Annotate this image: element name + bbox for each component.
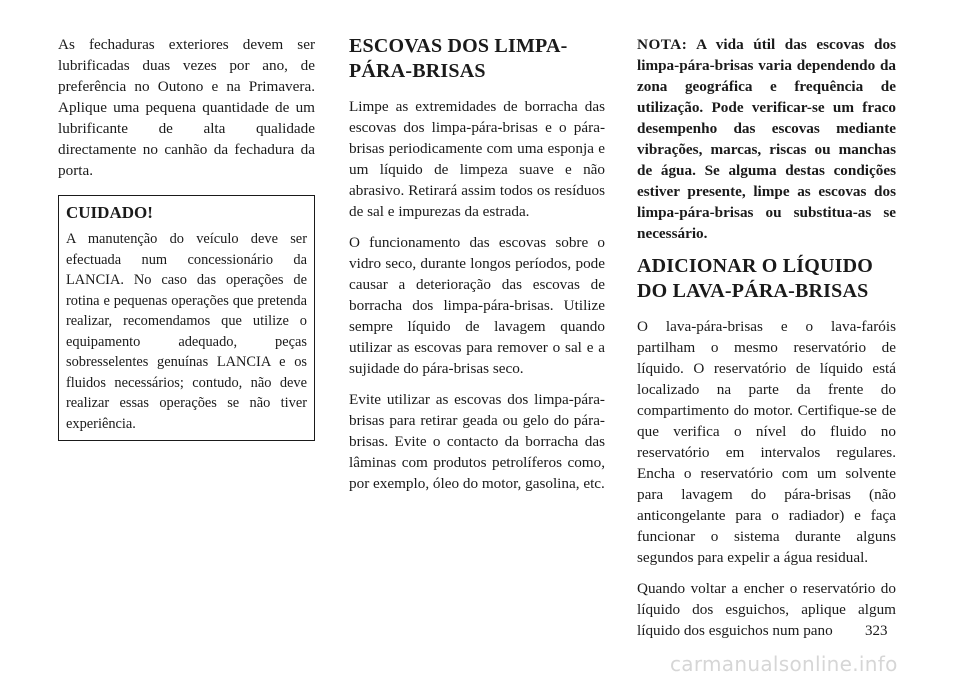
caution-text: A manutenção do veículo deve ser efectuada num concessionário da LANCIA. No caso das operações de rotina e pequenas operações que pretenda realizar, recomendamos que utilize o equipamento adequado, peças sobresselentes genuínas LANCIA e os fluidos necessários; contudo, não deve realizar essas operações se não tiver experiência.	[66, 231, 307, 432]
right-column	[637, 34, 896, 651]
caution-box	[58, 195, 315, 441]
washer-fluid-heading: ADICIONAR O LÍQUIDO DO LAVA-PÁRA-BRISAS	[637, 255, 874, 302]
wiper-dry-operation-paragraph: O funcionamento das escovas sobre o vidro seco, durante longos períodos, pode causar a deterioração das escovas de borracha dos limpa-pára-brisas. Utilize sempre líquido de lavagem quando utilizar as escovas para remover o sal e a sujidade do pára-brisas seco.	[349, 234, 605, 377]
watermark: carmanualsonline.info	[670, 652, 898, 676]
page-number: 323	[865, 623, 888, 639]
washer-refill-paragraph: Quando voltar a encher o reservatório do líquido dos esguichos, aplique algum líquido dos esguichos num pano	[637, 580, 896, 639]
note-text: A vida útil das escovas dos limpa-pára-brisas varia dependendo da zona geográfica e frequência de utilização. Pode verificar-se um fraco desempenho das escovas mediante vibrações, marcas, riscas ou manchas de água. Se alguma destas condições estiver presente, limpe as escovas dos limpa-pára-brisas ou substitua-as se necessário.	[637, 36, 896, 242]
wiper-blades-heading: ESCOVAS DOS LIMPA-PÁRA-BRISAS	[349, 35, 568, 82]
note-label: NOTA:	[637, 36, 688, 53]
note-paragraph	[637, 34, 896, 244]
left-column	[58, 34, 315, 441]
wiper-cleaning-paragraph: Limpe as extremidades de borracha das escovas dos limpa-pára-brisas e o pára-brisas periodicamente com uma esponja e um líquido de limpeza suave e não abrasivo. Retirará assim todos os resíduos de sal e impurezas da estrada.	[349, 98, 605, 220]
wiper-ice-paragraph: Evite utilizar as escovas dos limpa-pára-brisas para retirar geada ou gelo do pára-brisas. Evite o contacto da borracha das lâminas com produtos petrolíferos como, por exemplo, óleo do motor, gasolina, etc.	[349, 391, 605, 492]
washer-reservoir-paragraph: O lava-pára-brisas e o lava-faróis partilham o mesmo reservatório de líquido. O reservatório de líquido está localizado na parte da frente do compartimento do motor. Certifique-se de que verifica o nível do fluido no reservatório em intervalos regulares. Encha o reservatório com um solvente para lavagem do pára-brisas (não anticongelante para o radiador) e faça funcionar o sistema durante alguns segundos para expelir a água residual.	[637, 318, 896, 566]
middle-column	[349, 34, 605, 504]
caution-title: CUIDADO!	[66, 203, 153, 222]
lock-lubrication-paragraph: As fechaduras exteriores devem ser lubrificadas duas vezes por ano, de preferência no Outono e na Primavera. Aplique uma pequena quantidade de um lubrificante de alta qualidade directamente no canhão da fechadura da porta.	[58, 36, 315, 179]
